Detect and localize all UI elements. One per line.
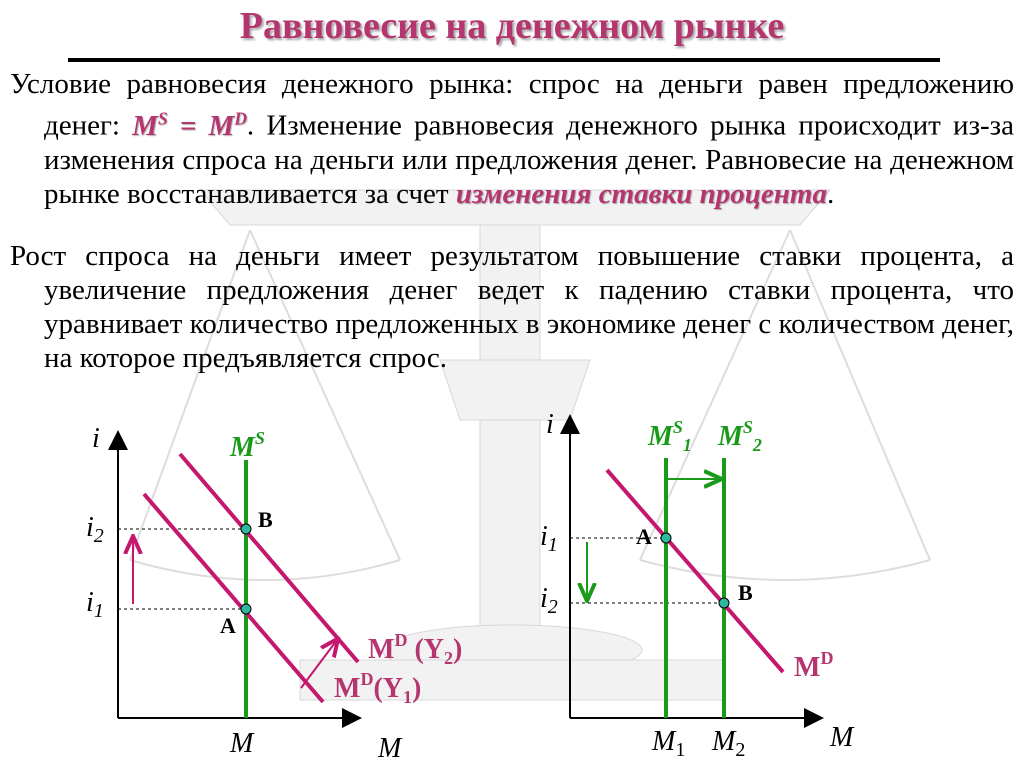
- left-demand-y2-label: $M^D$ $(Y_2)$: [368, 630, 463, 668]
- right-point-b: [719, 598, 729, 608]
- left-demand-y2-curve: [180, 454, 358, 662]
- right-y-axis-label: i: [546, 409, 554, 440]
- right-supply1-label: $M^S_1$: [648, 417, 692, 455]
- right-demand-label: $M^D$: [794, 648, 834, 683]
- left-point-b-label: B: [258, 507, 273, 532]
- left-demand-shift-arrow: [301, 640, 337, 688]
- paragraph-demand-supply-effect: Рост спроса на деньги имеет результатом повышение ставки процента, а увеличение предложения денег ведет к падению ставки процента, что уравнивает количество предложенных в экономике денег с количеством денег, на которое предъявляется спрос.: [10, 240, 1014, 374]
- right-demand-curve: [607, 470, 783, 672]
- right-point-a: [661, 533, 671, 543]
- paragraph1-text-b: . Изменение равновесия денежного рынка происходит из-за изменения спроса на деньги или предложения денег. Равновесие на денежном рынке восстанавливается за счет: [44, 109, 1015, 210]
- right-i1-label: $i_1$: [540, 521, 558, 556]
- right-x-axis-label: M: [830, 722, 854, 753]
- left-x-axis-label: M: [378, 733, 402, 764]
- left-y-axis-label: i: [92, 423, 100, 454]
- right-supply2-label: $M^S_2$: [718, 417, 762, 455]
- formula-text: $M^S = M^D$: [132, 108, 247, 142]
- right-m1-label: $M_1$: [652, 726, 686, 761]
- left-point-b: [241, 524, 251, 534]
- right-graph: [540, 409, 855, 761]
- paragraph1-text-a: Условие равновесия денежного рынка: спрос на деньги равен предложению денег:: [10, 68, 1014, 142]
- left-demand-y1-label: $M^D(Y_1)$: [334, 669, 422, 707]
- paragraph1-text-c: .: [826, 177, 835, 210]
- right-m2-label: $M_2$: [712, 726, 746, 761]
- right-i2-label: $i_2$: [540, 583, 558, 618]
- left-supply-label: $M^S$: [230, 428, 265, 463]
- left-graph: [86, 423, 462, 764]
- left-i2-label: $i_2$: [86, 512, 104, 547]
- left-point-a: [241, 604, 251, 614]
- page-title: Равновесие на денежном рынке: [239, 5, 785, 47]
- left-i1-label: $i_1$: [86, 587, 104, 622]
- left-demand-y1-curve: [144, 494, 323, 702]
- right-point-a-label: A: [636, 524, 652, 549]
- left-m-label: M: [230, 728, 254, 759]
- right-point-b-label: B: [738, 580, 753, 605]
- interest-rate-emphasis: изменения ставки процента: [455, 177, 827, 210]
- left-point-a-label: A: [220, 613, 236, 638]
